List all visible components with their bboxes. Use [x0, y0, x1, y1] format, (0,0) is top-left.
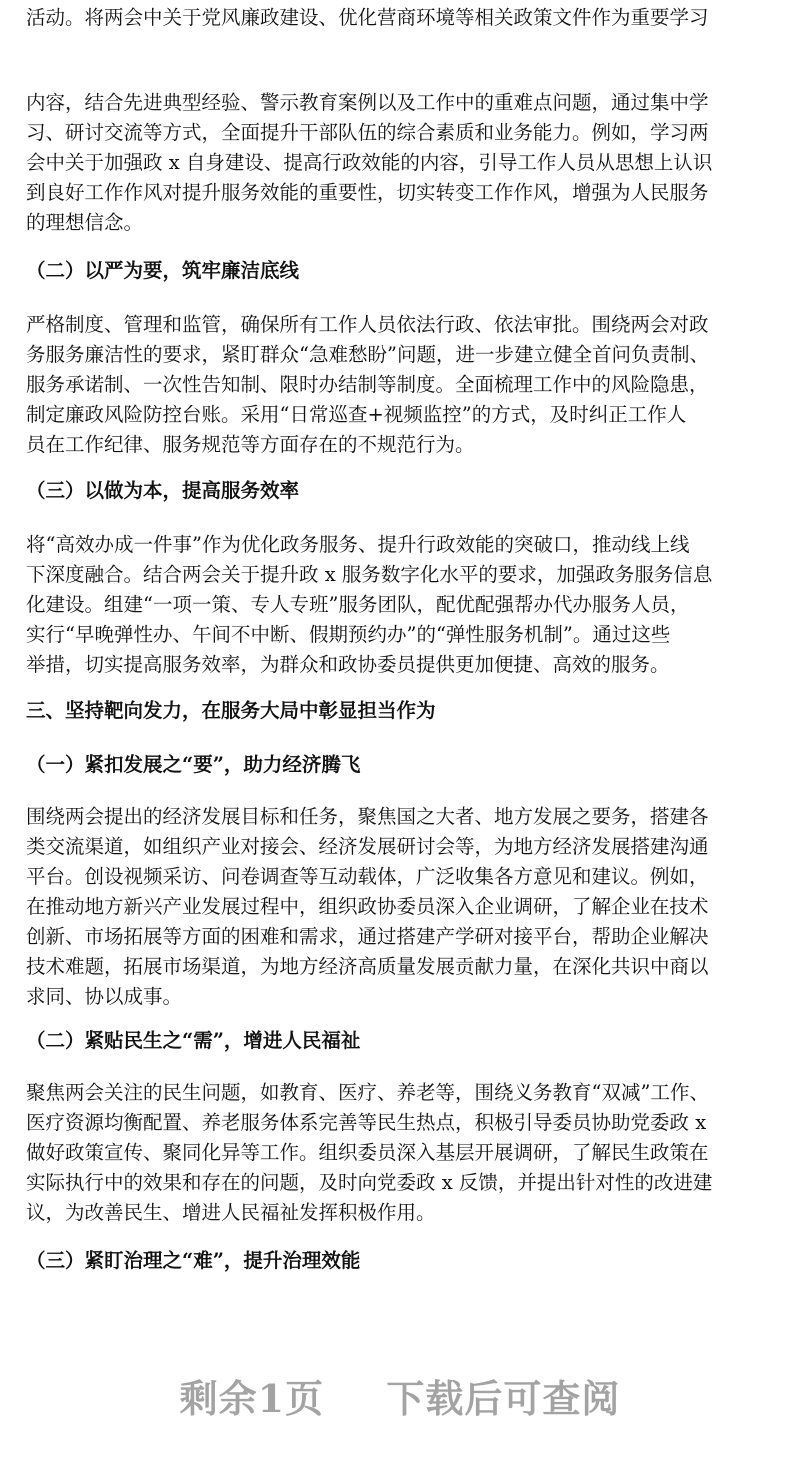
text-line: 务服务廉洁性的要求，紧盯群众“急难愁盼”问题，进一步建立健全首问负责制、	[26, 343, 709, 366]
text-line: 会中关于加强政 x 自身建设、提高行政效能的内容，引导工作人员从思想上认识	[26, 151, 713, 174]
text-line: 做好政策宣传、聚同化异等工作。组织委员深入基层开展调研，了解民生政策在	[26, 1141, 709, 1164]
text-line: 举措，切实提高服务效率，为群众和政协委员提供更加便捷、高效的服务。	[26, 653, 670, 676]
paragraph-study	[26, 88, 786, 238]
text-line: 类交流渠道，如组织产业对接会、经济发展研讨会等，为地方经济发展搭建沟通	[26, 835, 709, 858]
paragraph-fragment	[26, 3, 786, 33]
paragraph-integrity	[26, 310, 786, 460]
text-line: 到良好工作作风对提升服务效能的重要性，切实转变工作作风，增强为人民服务	[26, 181, 709, 204]
text-line: 技术难题，拓展市场渠道，为地方经济高质量发展贡献力量，在深化共识中商以	[26, 955, 709, 978]
text-line: 制定廉政风险防控台账。采用“日常巡查+视频监控”的方式，及时纠正工作人	[26, 403, 687, 426]
heading-governance	[26, 1246, 786, 1276]
heading-livelihood	[26, 1026, 786, 1056]
text-line: 在推动地方新兴产业发展过程中，组织政协委员深入企业调研，了解企业在技术	[26, 895, 709, 918]
text-line: 将“高效办成一件事”作为优化政务服务、提升行政效能的突破口，推动线上线	[26, 533, 690, 556]
download-to-read-more-button[interactable]	[0, 1368, 800, 1423]
heading-text: （二）以严为要，筑牢廉洁底线	[26, 259, 300, 282]
heading-text: （二）紧贴民生之“需”，增进人民福祉	[26, 1029, 361, 1052]
heading-text: （三）紧盯治理之“难”，提升治理效能	[26, 1249, 361, 1272]
text-line: 聚焦两会关注的民生问题，如教育、医疗、养老等，围绕义务教育“双减”工作、	[26, 1081, 709, 1104]
text-line: 员在工作纪律、服务规范等方面存在的不规范行为。	[26, 433, 475, 456]
text-line: 习、研讨交流等方式，全面提升干部队伍的综合素质和业务能力。例如，学习两	[26, 121, 709, 144]
text-line: 下深度融合。结合两会关于提升政 x 服务数字化水平的要求，加强政务服务信息	[26, 563, 713, 586]
text-line: 化建设。组建“一项一策、专人专班”服务团队，配优配强帮办代办服务人员，	[26, 593, 690, 616]
heading-text: 三、坚持靶向发力，在服务大局中彰显担当作为	[26, 699, 436, 722]
text-line: 服务承诺制、一次性告知制、限时办结制等制度。全面梳理工作中的风险隐患，	[26, 373, 709, 396]
section-heading-three	[26, 696, 786, 726]
heading-text: （三）以做为本，提高服务效率	[26, 479, 300, 502]
text-line: 实行“早晚弹性办、午间不中断、假期预约办”的“弹性服务机制”。通过这些	[26, 623, 671, 646]
text-line: 围绕两会提出的经济发展目标和任务，聚焦国之大者、地方发展之要务，搭建各	[26, 805, 709, 828]
text-line: 医疗资源均衡配置、养老服务体系完善等民生热点，积极引导委员协助党委政 x	[26, 1111, 707, 1134]
text-line: 求同、协以成事。	[26, 985, 183, 1008]
paragraph-livelihood	[26, 1078, 786, 1228]
paragraph-efficiency	[26, 530, 786, 680]
heading-development	[26, 750, 786, 780]
text-line: 实际执行中的效果和存在的问题，及时向党委政 x 反馈，并提出针对性的改进建	[26, 1171, 713, 1194]
text-line: 的理想信念。	[26, 211, 144, 234]
text-line: 平台。创设视频采访、问卷调查等互动载体，广泛收集各方意见和建议。例如，	[26, 865, 709, 888]
text-line: 内容，结合先进典型经验、警示教育案例以及工作中的重难点问题，通过集中学	[26, 91, 709, 114]
text-line: 严格制度、管理和监管，确保所有工作人员依法行政、依法审批。围绕两会对政	[26, 313, 709, 336]
paragraph-development	[26, 802, 786, 1012]
heading-integrity	[26, 256, 786, 286]
text-line: 创新、市场拓展等方面的困难和需求，通过搭建产学研对接平台，帮助企业解决	[26, 925, 709, 948]
heading-text: （一）紧扣发展之“要”，助力经济腾飞	[26, 753, 361, 776]
download-label: 下载后可查阅	[386, 1376, 621, 1421]
text-line: 议，为改善民生、增进人民福祉发挥积极作用。	[26, 1201, 436, 1224]
heading-efficiency	[26, 476, 786, 506]
remaining-pages-label: 剩余1页	[179, 1376, 325, 1421]
text-line: 活动。将两会中关于党风廉政建设、优化营商环境等相关政策文件作为重要学习	[26, 6, 709, 29]
